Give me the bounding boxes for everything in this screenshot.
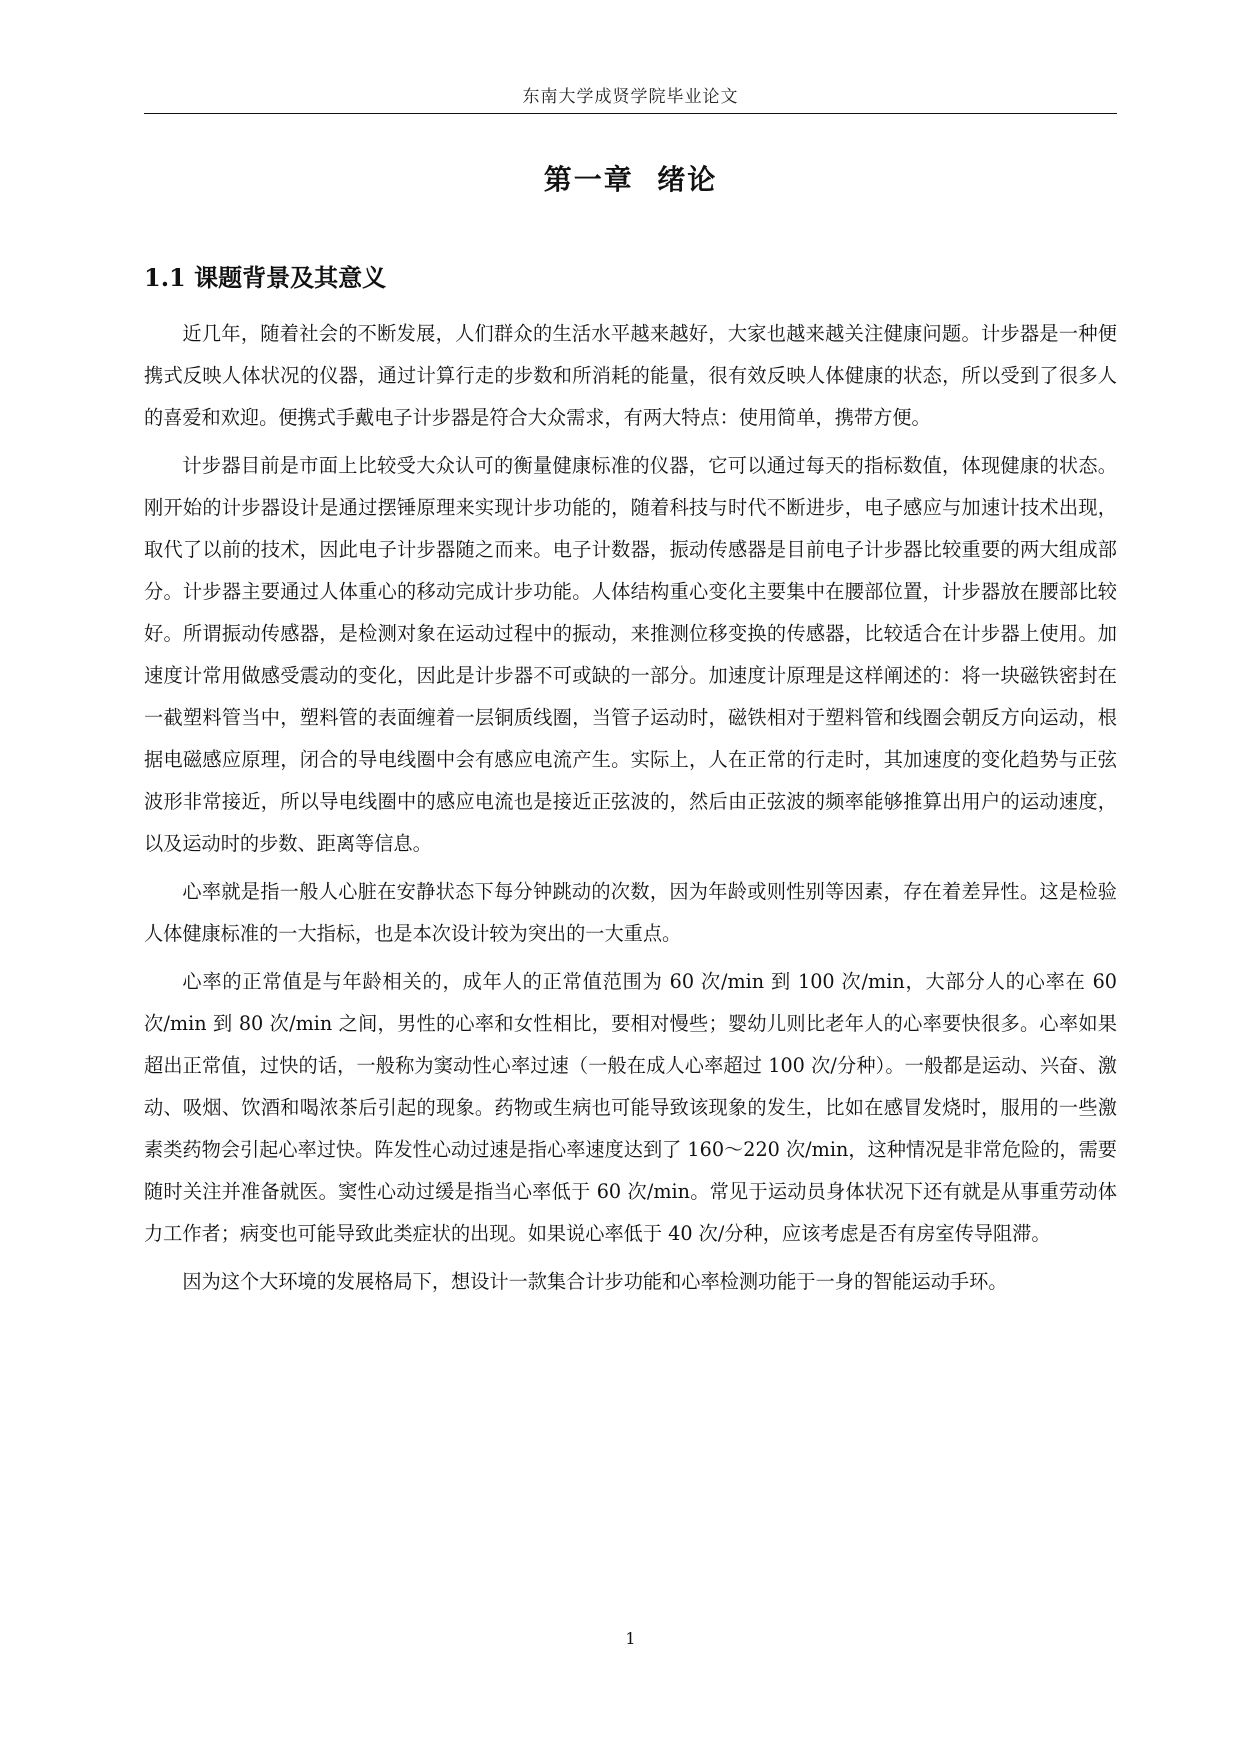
- paragraph: 计步器目前是市面上比较受大众认可的衡量健康标准的仪器，它可以通过每天的指标数值，体现健康的状态。刚开始的计步器设计是通过摆锤原理来实现计步功能的，随着科技与时代不断进步，电子感应与加速计技术出现，取代了以前的技术，因此电子计步器随之而来。电子计数器，振动传感器是目前电子计步器比较重要的两大组成部分。计步器主要通过人体重心的移动完成计步功能。人体结构重心变化主要集中在腰部位置，计步器放在腰部比较好。所谓振动传感器，是检测对象在运动过程中的振动，来推测位移变换的传感器，比较适合在计步器上使用。加速度计常用做感受震动的变化，因此是计步器不可或缺的一部分。加速度计原理是这样阐述的：将一块磁铁密封在一截塑料管当中，塑料管的表面缠着一层铜质线圈，当管子运动时，磁铁相对于塑料管和线圈会朝反方向运动，根据电磁感应原理，闭合的导电线圈中会有感应电流产生。实际上，人在正常的行走时，其加速度的变化趋势与正弦波形非常接近，所以导电线圈中的感应电流也是接近正弦波的，然后由正弦波的频率能够推算出用户的运动速度，以及运动时的步数、距离等信息。: [144, 454, 1117, 855]
- page-number: 1: [625, 1629, 636, 1648]
- section-heading: 1.1 课题背景及其意义: [144, 263, 387, 292]
- paragraph: 心率的正常值是与年龄相关的，成年人的正常值范围为 60 次/min 到 100 次/min，大部分人的心率在 60 次/min 到 80 次/min 之间，男性的心率和女性相比，要相对慢些；婴幼儿则比老年人的心率要快很多。心率如果超出正常值，过快的话，一般称为窦动性心率过速（一般在成人心率超过 100 次/分种）。一般都是运动、兴奋、激动、吸烟、饮酒和喝浓茶后引起的现象。药物或生病也可能导致该现象的发生，比如在感冒发烧时，服用的一些激素类药物会引起心率过快。阵发性心动过速是指心率速度达到了 160～220 次/min，这种情况是非常危险的，需要随时关注并准备就医。窦性心动过缓是指当心率低于 60 次/min。常见于运动员身体状况下还有就是从事重劳动体力工作者；病变也可能导致此类症状的出现。如果说心率低于 40 次/分种，应该考虑是否有房室传导阻滞。: [144, 970, 1117, 1245]
- paragraph: 近几年，随着社会的不断发展，人们群众的生活水平越来越好，大家也越来越关注健康问题。计步器是一种便携式反映人体状况的仪器，通过计算行走的步数和所消耗的能量，很有效反映人体健康的状态，所以受到了很多人的喜爱和欢迎。便携式手戴电子计步器是符合大众需求，有两大特点：使用简单，携带方便。: [144, 322, 1117, 429]
- header-rule: [144, 113, 1117, 114]
- chapter-title: 第一章 绪论: [543, 163, 718, 196]
- paragraph: 因为这个大环境的发展格局下，想设计一款集合计步功能和心率检测功能于一身的智能运动手环。: [182, 1270, 1008, 1293]
- paragraph: 心率就是指一般人心脏在安静状态下每分钟跳动的次数，因为年龄或则性别等因素，存在着差异性。这是检验人体健康标准的一大指标，也是本次设计较为突出的一大重点。: [144, 880, 1117, 945]
- running-header: 东南大学成贤学院毕业论文: [522, 87, 739, 107]
- body-text: [144, 313, 1117, 1309]
